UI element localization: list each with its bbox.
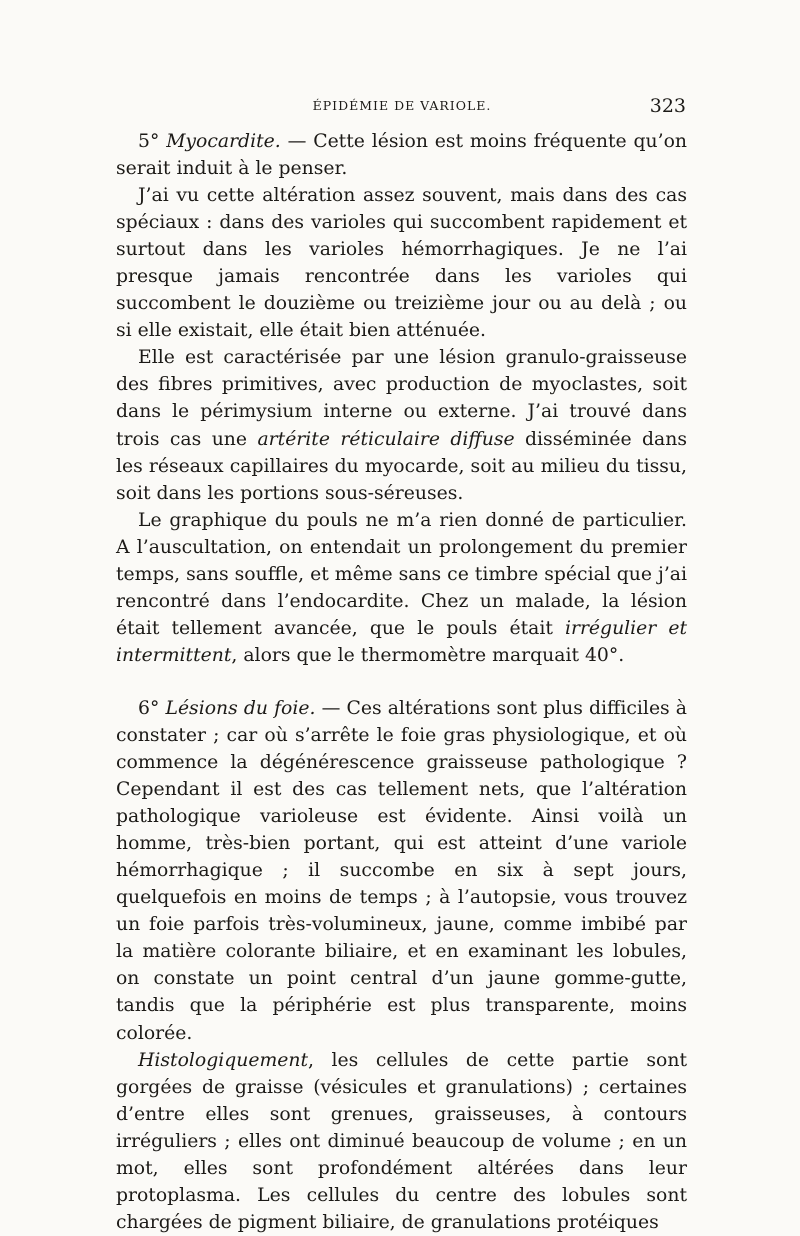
italic-term: artérite réticulaire diffuse (257, 428, 515, 450)
paragraph-text: , les cellules de cette partie sont gorgées de graisse (vésicules et granulations) ; certaines d’entre elles sont grenues, graisseuses, à contours irréguliers ; elles ont diminué beaucoup de volume ; en un mot, elles sont profondément altérées dans leur protoplasma. Les cellules du centre des lobules sont chargées de pigment biliaire, de granulations protéiques (116, 1049, 687, 1233)
paragraph (116, 344, 687, 506)
page-number: 323 (649, 95, 686, 117)
section-heading: Lésions du foie. (165, 697, 316, 719)
paragraph-text: , alors que le thermomètre marquait 40°. (231, 644, 625, 666)
italic-term: Histologiquement (138, 1049, 309, 1071)
paragraph (116, 1047, 687, 1236)
paragraph-lesions-du-foie (116, 695, 687, 1047)
running-title: ÉPIDÉMIE DE VARIOLE. (312, 98, 492, 113)
section-heading: Myocardite. (166, 131, 281, 152)
running-header (118, 95, 686, 122)
section-number: 5° (138, 131, 160, 152)
paragraph-text: Le graphique du pouls ne m’a rien donné de particulier. A l’auscultation, on entendait un prolongement du premier temps, sans souffle, et même sans ce timbre spécial que j’ai rencontré dans l’endocardite. Chez un malade, la lésion était tellement avancée, que le pouls était (116, 509, 687, 639)
italic-term: irrégulier et intermittent (116, 617, 688, 666)
paragraph-myocardite (116, 128, 687, 182)
section-number: 6° (138, 697, 160, 719)
paragraph-text: J’ai vu cette altération assez souvent, mais dans des cas spéciaux : dans des varioles qui succombent rapidement et surtout dans les varioles hémorrhagiques. Je ne l’ai presque jamais rencontrée dans les varioles qui succombent le douzième ou treizième jour ou au delà ; ou si elle existait, elle était bien atténuée. (116, 185, 687, 342)
paragraph (116, 507, 687, 669)
paragraph-text: disséminée dans les réseaux capillaires du myocarde, soit au milieu du tissu, soit dans les portions sous-séreuses. (116, 428, 687, 504)
paragraph (116, 182, 687, 344)
body-text (116, 128, 687, 1236)
paragraph-text: Elle est caractérisée par une lésion granulo-graisseuse des fibres primitives, avec production de myoclastes, soit dans le périmysium interne ou externe. J’ai trouvé dans trois cas une (116, 347, 687, 450)
paragraph-text: — Ces altérations sont plus difficiles à constater ; car où s’arrête le foie gras physiologique, et où commence la dégénérescence graisseuse pathologique ? Cependant il est des cas tellement nets, que l’altération pathologique varioleuse est évidente. Ainsi voilà un homme, très-bien portant, qui est atteint d’une variole hémorrhagique ; il succombe en six à sept jours, quelquefois en moins de temps ; à l’autopsie, vous trouvez un foie parfois très-volumineux, jaune, comme imbibé par la matière colorante biliaire, et en examinant les lobules, on constate un point central d’un jaune gomme-gutte, tandis que la périphérie est plus transparente, moins colorée. (116, 697, 688, 1044)
paragraph-text: — Cette lésion est moins fréquente qu’on serait induit à le penser. (116, 131, 687, 180)
